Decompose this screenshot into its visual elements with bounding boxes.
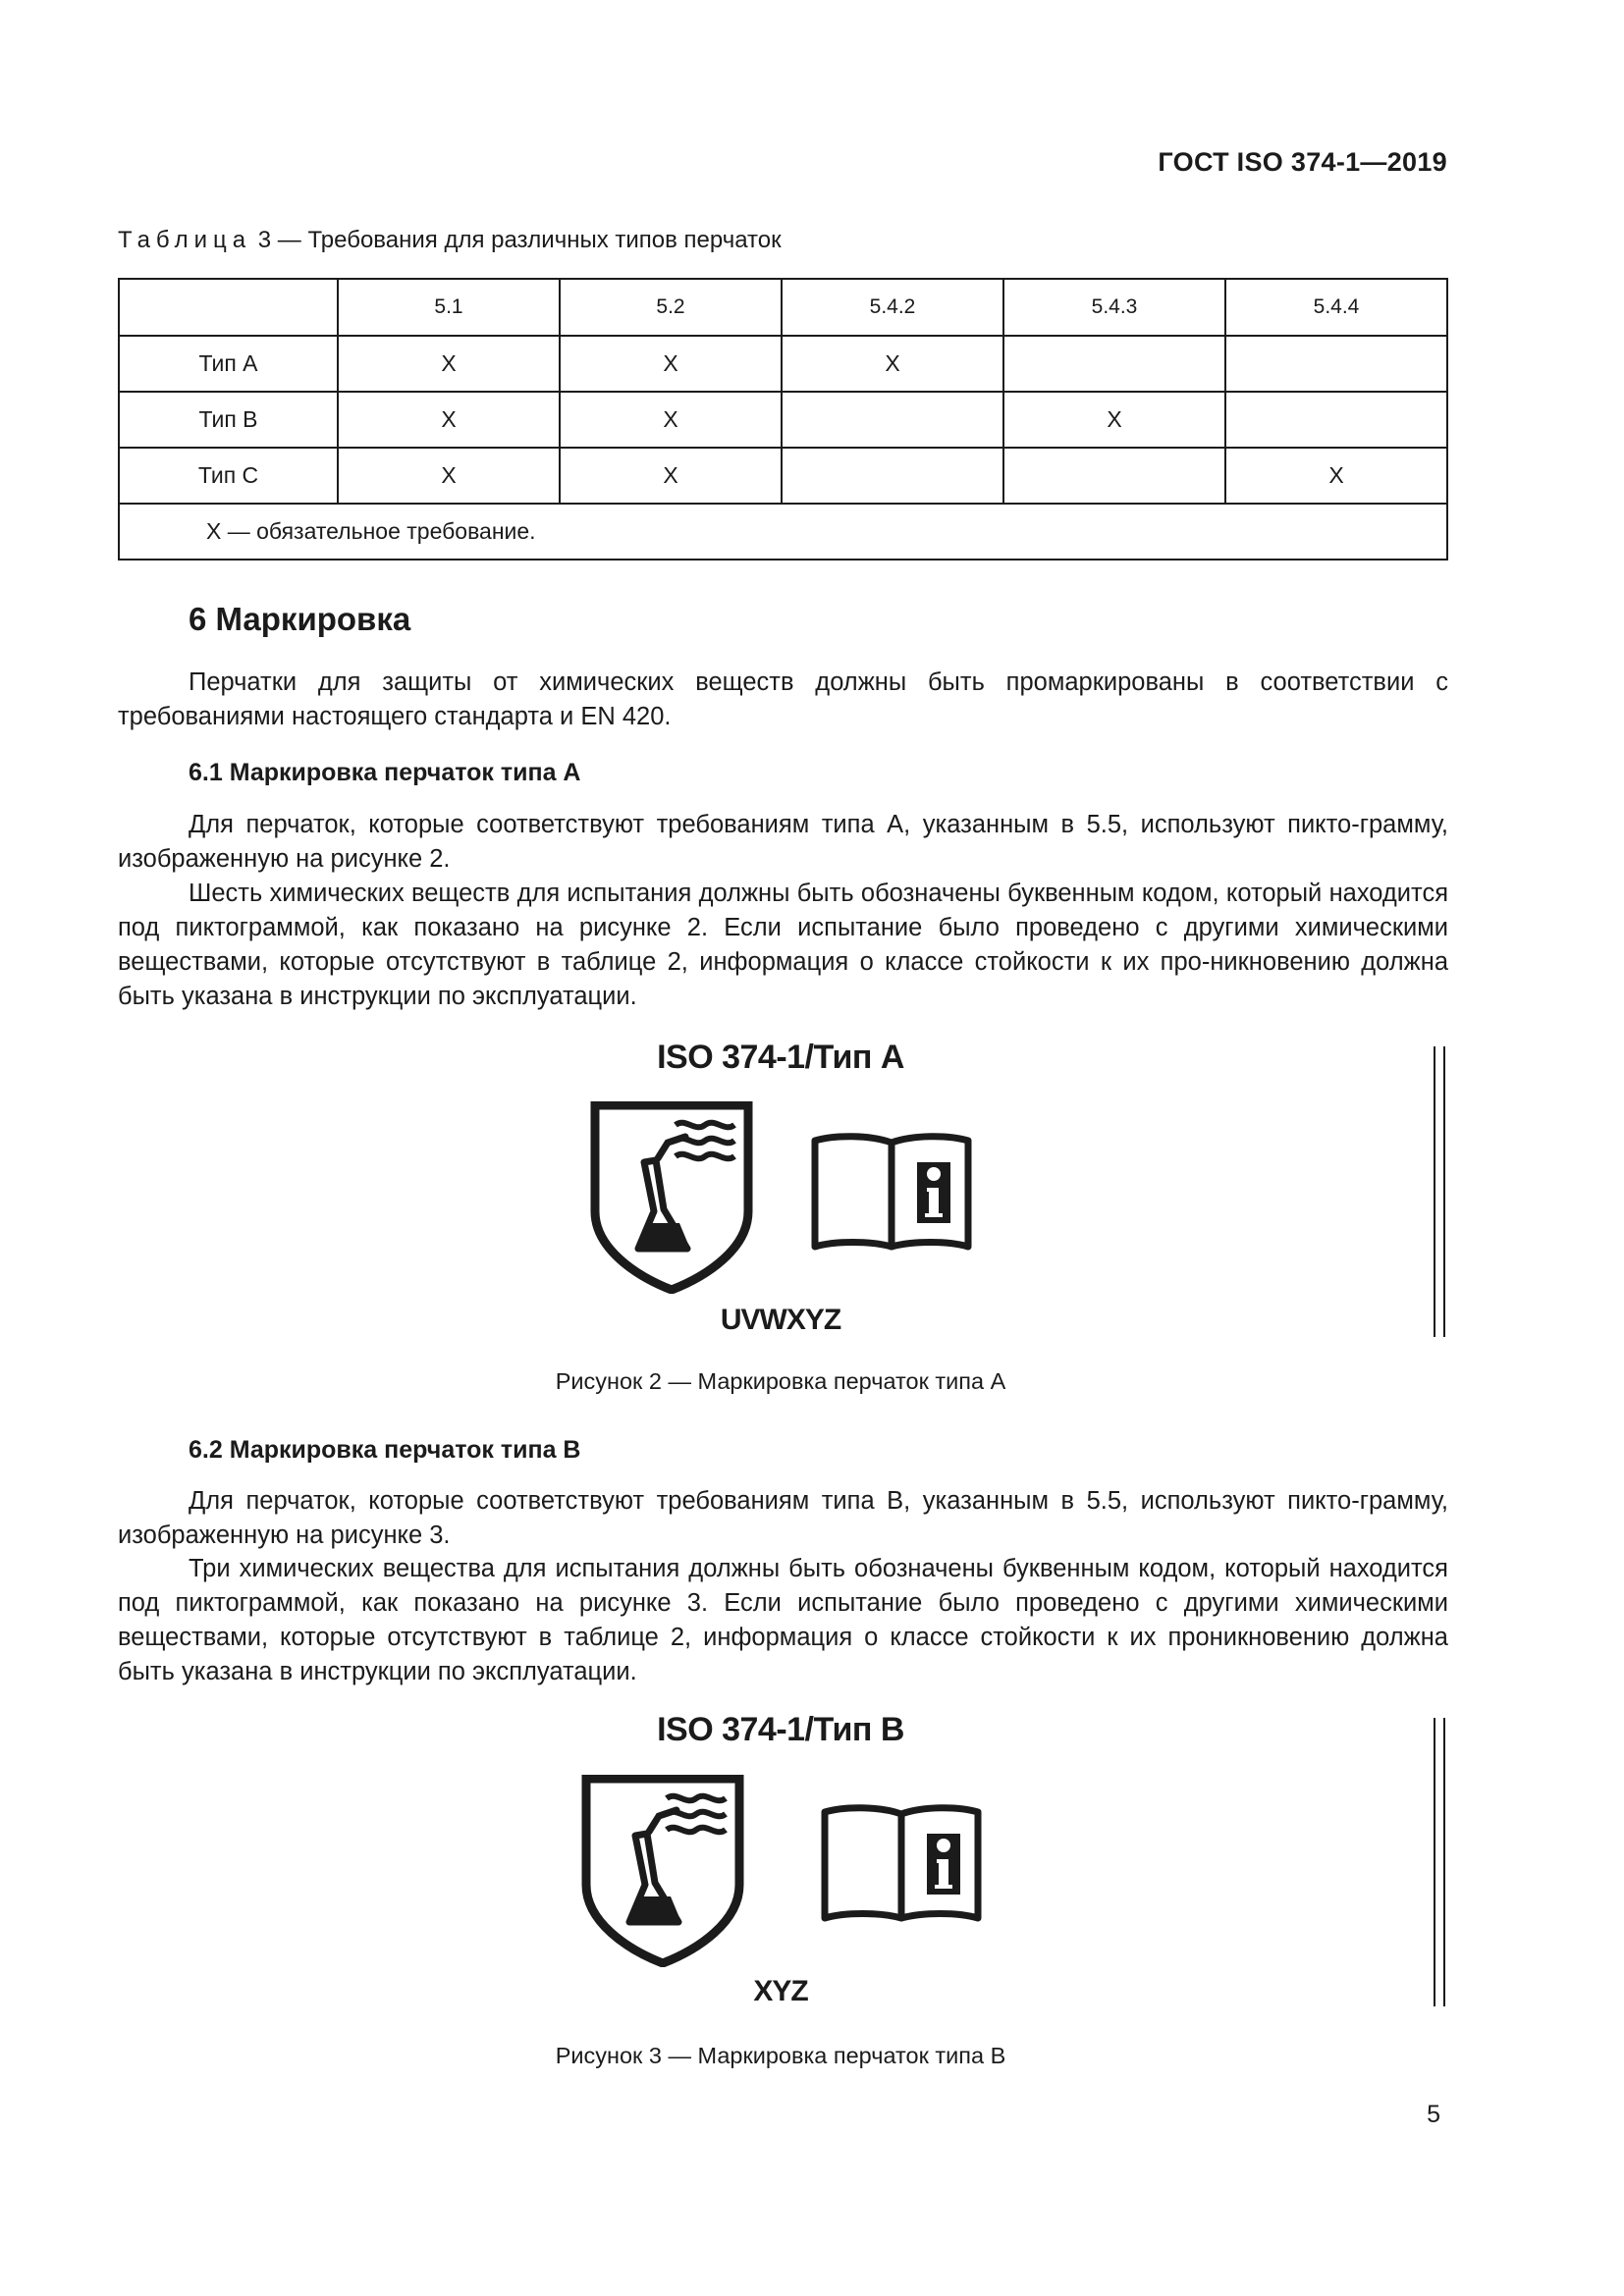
table-cell: X	[1225, 448, 1447, 504]
table-caption-label: Таблица	[118, 227, 252, 253]
table-caption	[118, 227, 782, 254]
table-header-row	[119, 279, 1447, 336]
row-label: Тип C	[119, 448, 338, 504]
table-row-type-b	[119, 392, 1447, 448]
table-cell	[1225, 336, 1447, 392]
table-cell	[1003, 448, 1225, 504]
table-cell	[1003, 336, 1225, 392]
figure-2-letter-code: UVWXYZ	[720, 1304, 841, 1336]
table-cell: X	[338, 392, 560, 448]
table-cell: X	[560, 336, 782, 392]
change-bar	[1434, 1718, 1445, 2006]
consult-instructions-book-icon	[821, 1802, 982, 1926]
table-header-cell: 5.4.3	[1003, 279, 1225, 336]
page-number: 5	[1427, 2101, 1440, 2128]
table-cell: X	[1003, 392, 1225, 448]
figure-3-caption: Рисунок 3 — Маркировка перчаток типа B	[555, 2043, 1006, 2068]
table-note: X — обязательное требование.	[119, 504, 1447, 560]
table-row-type-a	[119, 336, 1447, 392]
table-cell	[1225, 392, 1447, 448]
table-header-cell: 5.4.2	[782, 279, 1003, 336]
chemical-protection-shield-icon	[589, 1101, 754, 1294]
table-cell: X	[338, 336, 560, 392]
section-heading: 6 Маркировка	[189, 601, 411, 637]
table-cell: X	[338, 448, 560, 504]
table-note-row	[119, 504, 1447, 560]
row-label: Тип A	[119, 336, 338, 392]
paragraph-6-2-a: Для перчаток, которые соответствуют требованиям типа В, указанным в 5.5, используют пикто-грамму, изображенную на рисунке 3.	[118, 1487, 1448, 1549]
subsection-heading-6-1: 6.1 Маркировка перчаток типа A	[189, 759, 581, 786]
table-header-cell: 5.2	[560, 279, 782, 336]
standard-code-header: ГОСТ ISO 374-1—2019	[1158, 147, 1447, 177]
figure-3-title: ISO 374-1/Тип B	[657, 1711, 904, 1748]
table-caption-text: 3 — Требования для различных типов перчаток	[257, 227, 782, 253]
chemical-protection-shield-icon	[580, 1775, 745, 1967]
change-bar	[1434, 1046, 1445, 1337]
table-cell: X	[560, 392, 782, 448]
figure-2-caption: Рисунок 2 — Маркировка перчаток типа A	[555, 1368, 1006, 1394]
table-cell: X	[560, 448, 782, 504]
table-header-cell: 5.4.4	[1225, 279, 1447, 336]
requirements-table	[118, 278, 1448, 561]
consult-instructions-book-icon	[811, 1131, 972, 1255]
figure-3-letter-code: XYZ	[753, 1975, 808, 2007]
table-cell	[782, 448, 1003, 504]
table-cell	[782, 392, 1003, 448]
paragraph-6-1-b: Шесть химических веществ для испытания должны быть обозначены буквенным кодом, который находится под пиктограммой, как показано на рисунке 2. Если испытание было проведено с другими химическими веществами, которые отсутствуют в таблице 2, информация о классе стойкости к их про-никновению должна быть указана в инструкции по эксплуатации.	[118, 880, 1448, 1010]
table-cell: X	[782, 336, 1003, 392]
paragraph-6-2-b: Три химических вещества для испытания должны быть обозначены буквенным кодом, который находится под пиктограммой, как показано на рисунке 3. Если испытание было проведено с другими химическими веществами, которые отсутствуют в таблице 2, информация о классе стойкости к их проникновению должна быть указана в инструкции по эксплуатации.	[118, 1555, 1448, 1685]
figure-2-title: ISO 374-1/Тип A	[657, 1039, 904, 1076]
row-label: Тип B	[119, 392, 338, 448]
table-header-cell	[119, 279, 338, 336]
subsection-heading-6-2: 6.2 Маркировка перчаток типа B	[189, 1436, 581, 1464]
table-header-cell: 5.1	[338, 279, 560, 336]
table-row-type-c	[119, 448, 1447, 504]
section-intro-paragraph: Перчатки для защиты от химических веществ должны быть промаркированы в соответствии с требованиями настоящего стандарта и EN 420.	[118, 668, 1448, 730]
paragraph-6-1-a: Для перчаток, которые соответствуют требованиям типа А, указанным в 5.5, используют пикто-грамму, изображенную на рисунке 2.	[118, 811, 1448, 873]
